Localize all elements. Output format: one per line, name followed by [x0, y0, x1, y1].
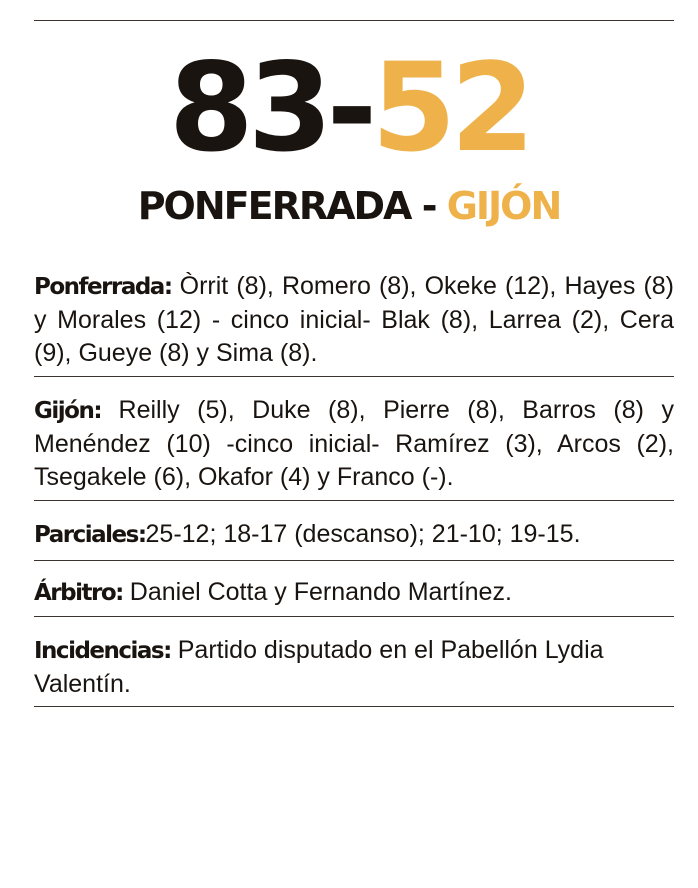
top-rule [34, 20, 674, 21]
gijon-lineup [34, 394, 674, 494]
ponferrada-lineup [34, 270, 674, 370]
away-team-name: GIJÓN [446, 184, 561, 228]
home-team-name: PONFERRADA [137, 184, 411, 228]
arbitro-row [34, 576, 674, 610]
score-separator: - [326, 37, 372, 179]
parciales-value: 25-12; 18-17 (descanso); 21-10; 19-15. [145, 520, 581, 548]
gijon-label: Gijón: [34, 398, 102, 424]
home-score: 83 [168, 37, 327, 179]
bottom-rule [34, 706, 674, 707]
parciales-row [34, 518, 674, 552]
final-score [0, 38, 698, 178]
arbitro-value: Daniel Cotta y Fernando Martínez. [122, 578, 512, 606]
parciales-label: Parciales: [34, 522, 146, 548]
incidencias-label: Incidencias: [34, 638, 171, 664]
divider-3 [34, 560, 674, 561]
incidencias-row [34, 634, 674, 701]
arbitro-label: Árbitro: [34, 580, 123, 606]
ponferrada-players: Òrrit (8), Romero (8), Okeke (12), Hayes (8) y Morales (12) - cinco inicial- Blak (8), Larrea (2), Cera (9), Gueye (8) y Sima (8). [34, 272, 674, 367]
team-names [0, 180, 698, 232]
divider-4 [34, 616, 674, 617]
away-score: 52 [371, 37, 530, 179]
gijon-players: Reilly (5), Duke (8), Pierre (8), Barros (8) y Menéndez (10) -cinco inicial- Ramírez (3), Arcos (2), Tsegakele (6), Okafor (4) y Franco (-). [34, 396, 674, 491]
divider-1 [34, 376, 674, 377]
incidencias-value: Partido disputado en el Pabellón Lydia Valentín. [34, 636, 604, 698]
ponferrada-label: Ponferrada: [34, 274, 172, 300]
divider-2 [34, 500, 674, 501]
team-separator: - [421, 184, 436, 228]
